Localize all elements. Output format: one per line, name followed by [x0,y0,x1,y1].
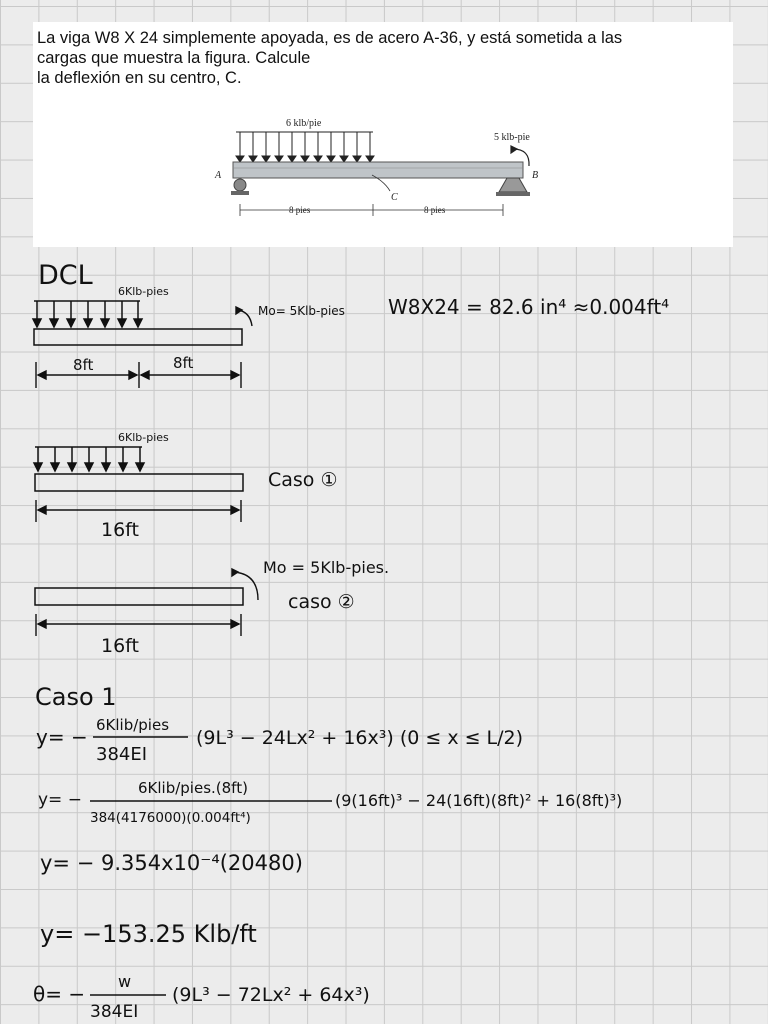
case2-dimension-line [36,614,241,636]
case2-span: 16ft [101,635,139,657]
case1-span: 16ft [101,519,139,541]
eq2-body: (9(16ft)³ − 24(16ft)(8ft)² + 16(8ft)³) [335,791,623,810]
dcl-span-left: 8ft [73,356,94,374]
eq1-denominator: 384EI [96,744,148,765]
case2-beam [35,588,243,605]
case1-load-label: 6Klb-pies [118,431,169,444]
dcl-span-right: 8ft [173,354,194,372]
eq1-prefix: y= − [36,725,88,749]
case2-label: caso ② [288,591,355,613]
inertia-note: W8X24 = 82.6 in⁴ ≈0.004ft⁴ [388,295,670,319]
eq2-prefix: y= − [38,790,82,810]
figure-span-right: 8 pies [424,205,446,215]
dcl-moment-label: Mo= 5Klb-pies [258,304,345,318]
eq5-numerator: w [118,972,132,991]
case2-moment-arrow-icon [232,569,258,600]
dcl-load-label: 6Klb-pies [118,285,169,298]
case1-label: Caso ① [268,469,338,491]
problem-line-2: cargas que muestra la figura. Calcule [37,49,311,67]
problem-line-1: La viga W8 X 24 simplemente apoyada, es de acero A-36, y está sometida a las [37,29,623,47]
point-c-label: C [391,192,398,203]
figure-load-label: 6 klb/pie [286,118,322,129]
eq5-prefix: θ= − [33,982,86,1006]
eq1-body: (9L³ − 24Lx² + 16x³) (0 ≤ x ≤ L/2) [196,727,524,749]
dcl-moment-arrow-icon [236,307,252,326]
dcl-beam [34,329,242,345]
eq3: y= − 9.354x10⁻⁴(20480) [40,851,303,875]
problem-line-3: la deflexión en su centro, C. [37,69,242,87]
eq4: y= −153.25 Klb/ft [40,920,257,948]
solution-heading: Caso 1 [35,683,117,711]
eq5-denominator: 384EI [90,1002,139,1022]
figure-moment-label: 5 klb-pie [494,132,530,143]
eq2-denominator: 384(4176000)(0.004ft⁴) [90,810,251,826]
case1-load-arrows [34,447,144,471]
point-b-label: B [532,170,539,181]
dcl-dimension-line [36,362,241,388]
eq1-numerator: 6Klib/pies [96,716,170,734]
point-a-label: A [215,170,222,181]
case1-beam [35,474,243,491]
eq2-numerator: 6Klib/pies.(8ft) [138,779,248,797]
figure-span-left: 8 pies [289,205,311,215]
eq5-body: (9L³ − 72Lx² + 64x³) [172,984,370,1006]
dcl-title: DCL [38,260,93,291]
case2-moment-label: Mo = 5Klb-pies. [263,558,390,577]
dcl-load-arrows [33,301,142,327]
